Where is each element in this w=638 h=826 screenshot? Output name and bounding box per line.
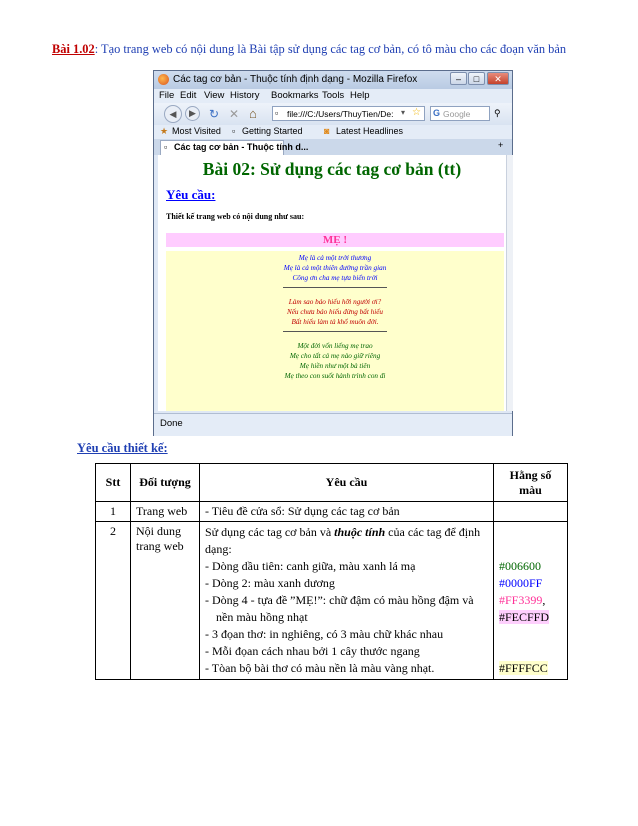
cell-color	[494, 502, 568, 522]
forward-icon[interactable]: ▶	[185, 106, 200, 121]
poem-block	[166, 251, 504, 411]
vertical-scrollbar[interactable]	[506, 155, 513, 411]
page-title: Bài 02: Sử dụng các tag cơ bản (tt)	[202, 159, 462, 179]
cell-stt: 2	[96, 522, 131, 680]
google-icon: G	[433, 108, 441, 118]
most-visited-icon: ★	[160, 126, 169, 136]
table-row	[96, 502, 568, 522]
tab-page-icon: ▫	[164, 142, 168, 152]
search-icon[interactable]: ⚲	[494, 108, 501, 118]
cell-object: Nội dung trang web	[131, 522, 200, 680]
poem-line: Nếu chưa báo hiếu đừng bất hiếu	[286, 308, 384, 316]
bookmarks-toolbar	[154, 125, 512, 139]
horizontal-rule	[283, 331, 387, 332]
new-tab-icon[interactable]: +	[498, 140, 504, 150]
table-header-row	[96, 464, 568, 502]
bookmark-star-icon[interactable]: ☆	[412, 107, 421, 118]
menu-bookmarks[interactable]: Bookmarks	[271, 90, 319, 101]
close-button[interactable]: ✕	[487, 72, 509, 85]
horizontal-rule	[283, 287, 387, 288]
color-code: #FECFFD	[499, 610, 550, 624]
page-icon: ▫	[275, 108, 279, 118]
color-code: #0000FF	[499, 576, 543, 590]
menu-tools[interactable]: Tools	[322, 90, 345, 101]
getting-started-icon: ▫	[232, 126, 236, 136]
page-description: Thiết kế trang web có nội dung như sau:	[166, 212, 305, 221]
cell-color-list	[494, 522, 568, 680]
requirement-item: - Dòng 2: màu xanh dương	[205, 576, 335, 590]
page-requirement: Yêu cầu:	[166, 187, 216, 202]
requirement-intro	[205, 524, 488, 558]
exercise-heading	[52, 42, 612, 57]
window-titlebar	[154, 71, 512, 89]
requirement-item: - 3 đọan thơ: in nghiêng, có 3 màu chữ khác nhau	[205, 627, 444, 641]
home-icon[interactable]: ⌂	[249, 106, 257, 121]
requirement-item: - Dòng 4 - tựa đề ”MẸ!”: chữ đậm có màu hồng đậm và nền màu hồng nhạt	[205, 593, 474, 624]
design-requirement-heading: Yêu cầu thiết kế:	[77, 441, 168, 455]
poem-line: Mẹ hiền như một bà tiên	[299, 362, 371, 370]
menu-file[interactable]: File	[159, 90, 175, 101]
header-stt: Stt	[96, 464, 131, 502]
address-bar[interactable]	[272, 106, 425, 121]
requirements-table	[95, 463, 568, 680]
back-icon[interactable]: ◀	[164, 105, 182, 123]
requirement-item: - Tòan bộ bài thơ có màu nền là màu vàng nhạt.	[205, 661, 435, 675]
bookmark-getting-started[interactable]: Getting Started	[242, 126, 303, 136]
search-placeholder: Google	[443, 109, 471, 119]
menu-help[interactable]: Help	[350, 90, 370, 101]
tab-title: Các tag cơ bản - Thuộc tính d...	[174, 142, 309, 152]
bookmark-most-visited[interactable]: Most Visited	[172, 126, 221, 136]
maximize-button[interactable]: □	[468, 72, 485, 85]
cell-requirement-list	[200, 522, 494, 680]
intro-text: của các tag để định dạng:	[205, 525, 481, 556]
status-bar	[154, 413, 512, 436]
status-text: Done	[160, 418, 183, 429]
bookmark-latest-headlines[interactable]: Latest Headlines	[336, 126, 404, 136]
poem-line: Mẹ cho tất cả mẹ nào giữ riêng	[289, 352, 381, 360]
poem-line: Một đời vốn liếng mẹ trao	[297, 342, 373, 350]
poem-line: Công ơn cha mẹ tựa biển trời	[292, 274, 378, 282]
cell-stt: 1	[96, 502, 131, 522]
stop-icon[interactable]: ✕	[229, 107, 240, 121]
header-requirement: Yêu cầu	[200, 464, 494, 502]
menu-view[interactable]: View	[204, 90, 225, 101]
intro-emphasis: thuộc tính	[334, 525, 386, 539]
table-row	[96, 522, 568, 680]
tab-active[interactable]	[160, 140, 309, 155]
header-object: Đối tượng	[131, 464, 200, 502]
reload-icon[interactable]: ↻	[209, 107, 220, 121]
header-color-constant: Hằng số màu	[494, 464, 568, 502]
poem-line: Bất hiếu làm tà khổ muôn đời.	[291, 318, 379, 326]
address-text: file:///C:/Users/ThuyTien/De:	[287, 109, 394, 119]
poem-heading: MẸ !	[166, 233, 504, 247]
poem-line: Mẹ là cả một thiên đường trần gian	[283, 264, 387, 272]
window-title: Các tag cơ bản - Thuộc tính định dạng - Mozilla Firefox	[173, 74, 418, 85]
cell-requirement: - Tiêu đề cửa sổ: Sử dụng các tag cơ bản	[200, 502, 494, 522]
color-code: #006600	[499, 559, 541, 573]
menu-history[interactable]: History	[230, 90, 260, 101]
poem-line: Mẹ theo con suốt hành trình con đi	[284, 372, 386, 380]
search-box[interactable]	[430, 106, 490, 121]
intro-text: Sử dụng các tag cơ bản và	[205, 525, 335, 539]
menu-edit[interactable]: Edit	[180, 90, 197, 101]
tab-strip	[154, 139, 512, 155]
cell-object: Trang web	[131, 502, 200, 522]
page-content	[158, 155, 506, 411]
firefox-icon	[158, 74, 169, 85]
browser-window-screenshot	[153, 70, 513, 436]
poem-line: Làm sao báo hiếu hỡi người ơi?	[288, 298, 382, 306]
minimize-button[interactable]: –	[450, 72, 467, 85]
color-code: #FFFFCC	[499, 661, 548, 675]
exercise-text: : Tạo trang web có nội dung là Bài tập sử dụng các tag cơ bản, có tô màu cho các đoạn văn bản	[94, 42, 567, 56]
exercise-label: Bài 1.02	[52, 42, 95, 56]
navigation-toolbar	[154, 103, 512, 125]
rss-icon: ◙	[324, 126, 330, 136]
menu-bar	[154, 89, 512, 103]
dropdown-icon[interactable]: ▾	[401, 108, 406, 117]
poem-line: Mẹ là cả một trời thương	[298, 254, 372, 262]
requirement-item: - Dòng dầu tiên: canh giữa, màu xanh lá mạ	[205, 559, 416, 573]
color-separator: ,	[542, 593, 546, 607]
color-code: #FF3399	[499, 593, 543, 607]
requirement-item: - Mỗi đọan cách nhau bởi 1 cây thước ngang	[205, 644, 420, 658]
